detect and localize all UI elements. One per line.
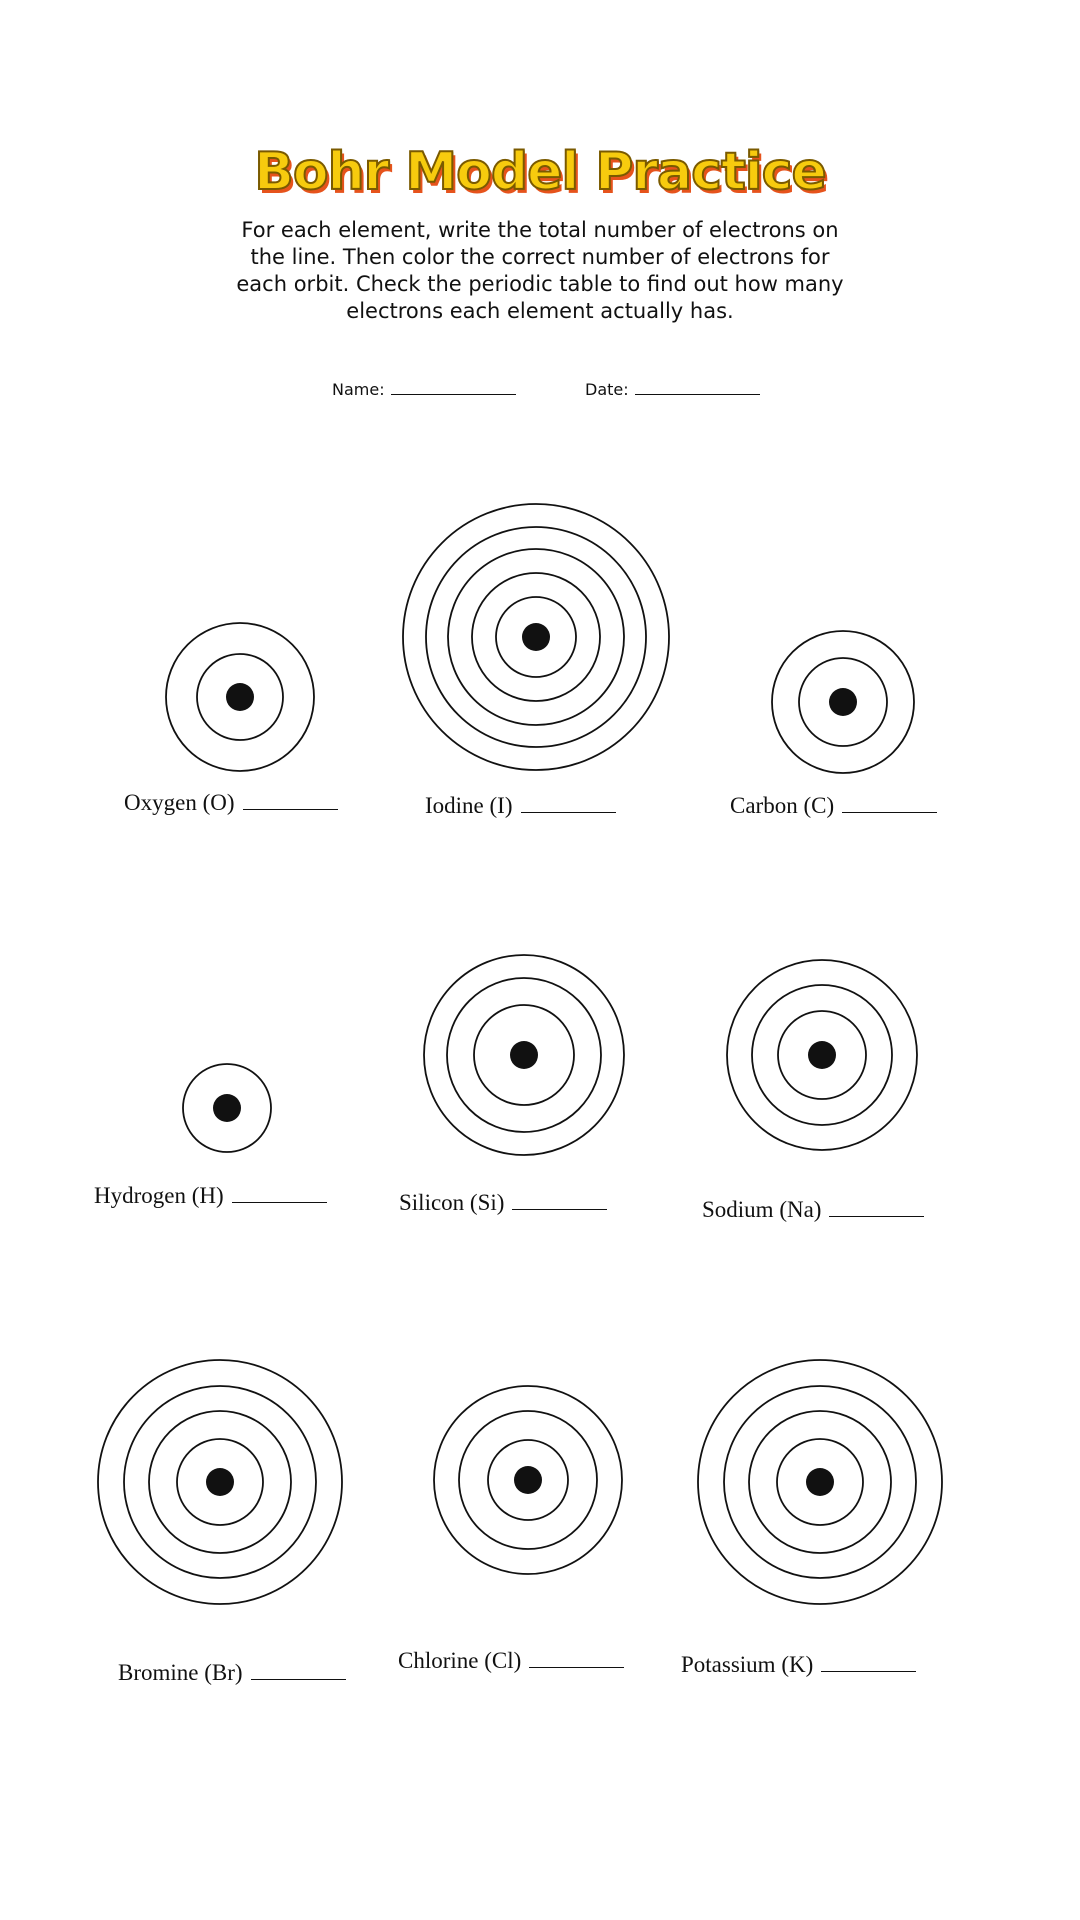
element-label-silicon xyxy=(399,1190,607,1216)
element-label-carbon xyxy=(730,793,937,819)
element-name: Carbon (C) xyxy=(730,793,835,818)
element-label-iodine xyxy=(425,793,616,819)
element-name: Bromine (Br) xyxy=(118,1660,243,1685)
element-name: Chlorine (Cl) xyxy=(398,1648,522,1673)
element-name: Hydrogen (H) xyxy=(94,1183,224,1208)
atom-chlorine xyxy=(434,1386,622,1574)
element-label-bromine xyxy=(118,1660,346,1686)
electron-count-blank[interactable] xyxy=(521,796,616,813)
atom-iodine xyxy=(403,504,669,770)
electron-count-blank[interactable] xyxy=(512,1193,607,1210)
nucleus xyxy=(522,623,550,651)
electron-count-blank[interactable] xyxy=(232,1186,327,1203)
page-title: Bohr Model Practice xyxy=(254,142,826,202)
electron-count-blank[interactable] xyxy=(821,1655,916,1672)
element-name: Potassium (K) xyxy=(681,1652,814,1677)
atom-bromine xyxy=(98,1360,342,1604)
nucleus xyxy=(806,1468,834,1496)
electron-count-blank[interactable] xyxy=(829,1200,924,1217)
element-label-oxygen xyxy=(124,790,338,816)
name-label: Name: xyxy=(332,380,385,399)
element-name: Iodine (I) xyxy=(425,793,513,818)
element-name: Silicon (Si) xyxy=(399,1190,505,1215)
nucleus xyxy=(829,688,857,716)
element-label-chlorine xyxy=(398,1648,624,1674)
atom-hydrogen xyxy=(183,1064,271,1152)
atom-silicon xyxy=(424,955,624,1155)
nucleus xyxy=(808,1041,836,1069)
date-label: Date: xyxy=(585,380,629,399)
electron-count-blank[interactable] xyxy=(842,796,937,813)
nucleus xyxy=(213,1094,241,1122)
atom-carbon xyxy=(772,631,914,773)
electron-count-blank[interactable] xyxy=(251,1663,346,1680)
atom-oxygen xyxy=(166,623,314,771)
atom-sodium xyxy=(727,960,917,1150)
element-label-hydrogen xyxy=(94,1183,327,1209)
electron-count-blank[interactable] xyxy=(243,793,338,810)
nucleus xyxy=(514,1466,542,1494)
element-label-potassium xyxy=(681,1652,916,1678)
atom-potassium xyxy=(698,1360,942,1604)
nucleus xyxy=(206,1468,234,1496)
element-name: Oxygen (O) xyxy=(124,790,235,815)
nucleus xyxy=(226,683,254,711)
electron-count-blank[interactable] xyxy=(529,1651,624,1668)
nucleus xyxy=(510,1041,538,1069)
instructions: For each element, write the total number of electrons on the line. Then color the correct number of electrons for each orbit. Check the periodic table to find out how many electrons each element actually has. xyxy=(236,218,844,323)
element-name: Sodium (Na) xyxy=(702,1197,822,1222)
element-label-sodium xyxy=(702,1197,924,1223)
